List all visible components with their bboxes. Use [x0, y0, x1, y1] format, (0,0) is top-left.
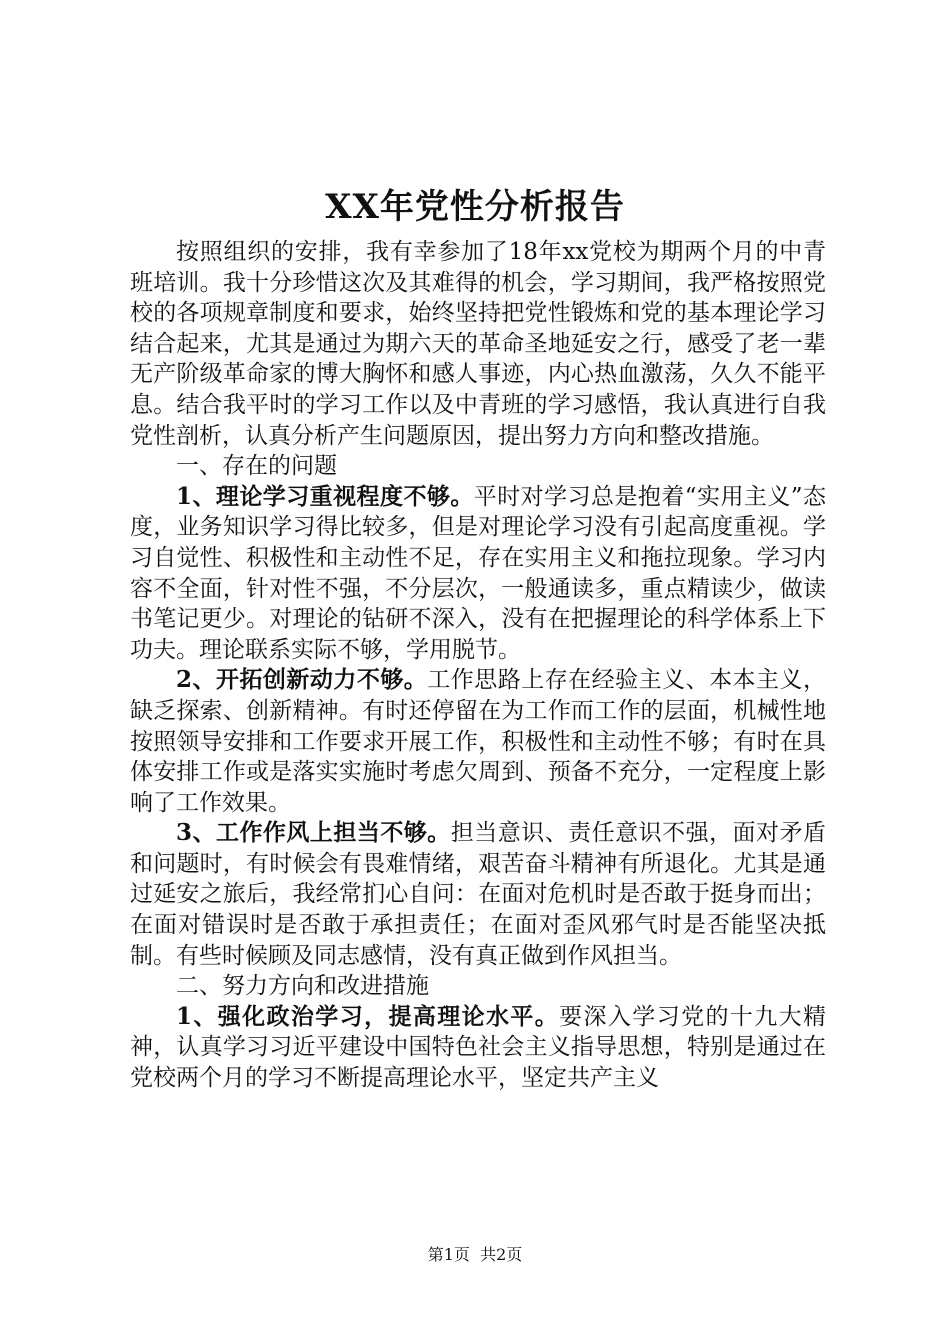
section-heading-problems: 一、存在的问题 [176, 453, 337, 480]
page-total: 共2页 [480, 1245, 523, 1264]
problem-item-1-lead: 1、理论学习重视程度不够。 [176, 482, 474, 510]
document-title: XX年党性分析报告 [325, 187, 625, 227]
intro-paragraph: 按照组织的安排，我有幸参加了18年xx党校为期两个月的中青班培训。我十分珍惜这次及其难得的机会，学习期间，我严格按照党校的各项规章制度和要求，始终坚持把党性锻炼和党的基本理论学习结合起来，尤其是通过为期六天的革命圣地延安之行，感受了老一辈无产阶级革命家的博大胸怀和感人事迹，内心热血激荡，久久不能平息。结合我平时的学习工作以及中青班的学习感悟，我认真进行自我党性剖析，认真分析产生问题原因，提出努力方向和整改措施。 [130, 239, 826, 449]
measure-item-1-text: 要深入学习党的十九大精神，认真学习习近平建设中国特色社会主义指导思想，特别是通过在党校两个月的学习不断提高理论水平，坚定共产主义 [130, 1003, 826, 1092]
page-footer [0, 1244, 950, 1266]
problem-item-2 [130, 665, 826, 818]
problem-item-1 [130, 482, 826, 666]
measure-item-1-lead: 1、强化政治学习，提高理论水平。 [176, 1002, 560, 1030]
problem-item-2-lead: 2、开拓创新动力不够。 [176, 666, 428, 694]
problem-item-3-text: 担当意识、责任意识不强，面对矛盾和问题时，有时候会有畏难情绪，艰苦奋斗精神有所退化。尤其是通过延安之旅后，我经常扪心自问：在面对危机时是否敢于挺身而出；在面对错误时是否敢于承担责任；在面对歪风邪气时是否能坚决抵制。有些时候顾及同志感情，没有真正做到作风担当。 [130, 820, 826, 969]
problem-item-2-text: 工作思路上存在经验主义、本本主义，缺乏探索、创新精神。有时还停留在为工作而工作的层面，机械性地按照领导安排和工作要求开展工作，积极性和主动性不够；有时在具体安排工作或是落实实施时考虑欠周到、预备不充分，一定程度上影响了工作效果。 [130, 667, 826, 816]
problem-item-3 [130, 818, 826, 971]
problem-item-3-lead: 3、工作作风上担当不够。 [176, 819, 451, 847]
problem-item-1-text: 平时对学习总是抱着“实用主义”态度，业务知识学习得比较多，但是对理论学习没有引起高度重视。学习自觉性、积极性和主动性不足，存在实用主义和拖拉现象。学习内容不全面，针对性不强，不分层次，一般通读多，重点精读少，做读书笔记更少。对理论的钻研不深入，没有在把握理论的科学体系上下功夫。理论联系实际不够，学用脱节。 [130, 483, 826, 663]
page-number: 第1页 [427, 1245, 470, 1264]
measure-item-1 [130, 1002, 826, 1094]
section-heading-measures: 二、努力方向和改进措施 [176, 973, 429, 1000]
document-body [130, 237, 826, 1094]
